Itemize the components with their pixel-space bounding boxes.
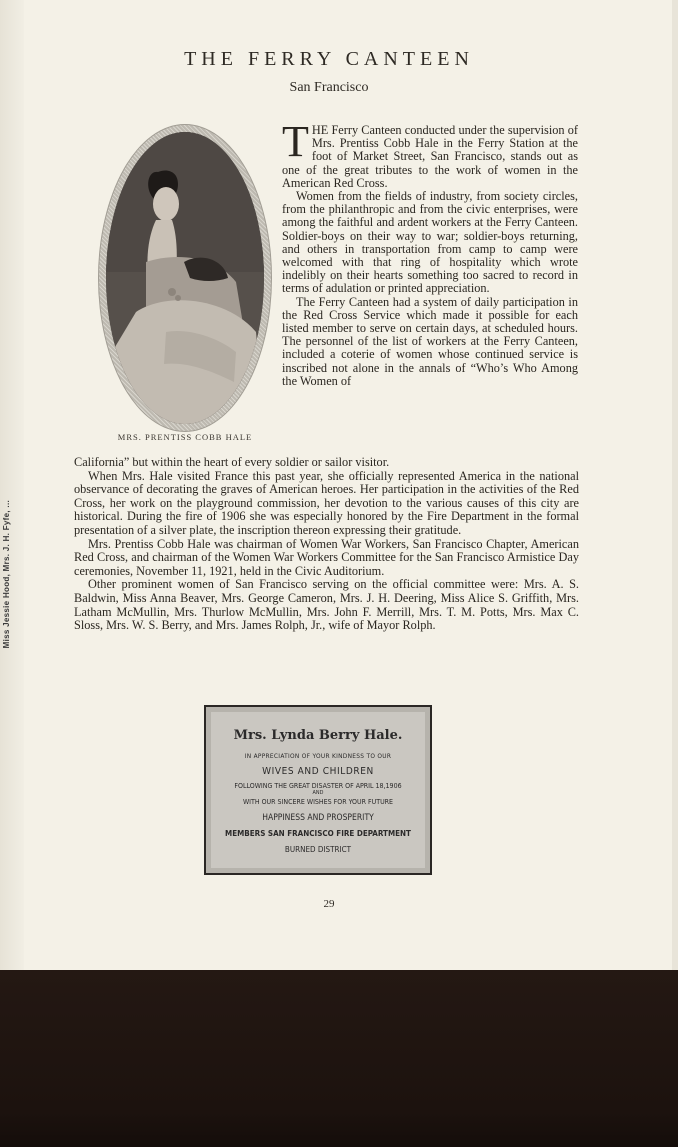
paragraph-3: The Ferry Canteen had a system of daily participation in the Red Cross Service which made it possible for each listed member to serve on certain days, at scheduled hours. The personnel of the list of workers at the Ferry Canteen, included a coterie of women whose continued service is inscribed not alone in the annals of “Who’s Who Among the Women of [282, 294, 578, 388]
portrait-frame [98, 124, 272, 432]
silver-plate-image [204, 705, 432, 875]
plate-line-2: WIVES AND CHILDREN [262, 766, 374, 777]
article-column-wide [74, 456, 579, 633]
portrait-photo [106, 132, 264, 424]
paragraph-5: Mrs. Prentiss Cobb Hale was chairman of Women War Workers, San Francisco Chapter, American Red Cross, and chairman of the Women War Workers Committee for the San Francisco Armistice Day ceremonies, November 11, 1921, held in the Civic Auditorium. [74, 536, 579, 578]
plate-name: Mrs. Lynda Berry Hale. [233, 728, 403, 743]
paragraph-1: THE Ferry Canteen conducted under the supervision of Mrs. Prentiss Cobb Hale in the Ferry Station at the foot of Market Street, San Francisco, stands out as one of the great tributes to the work of women in the American Red Cross. [282, 117, 578, 190]
article-column-right [282, 117, 578, 388]
plate-line-1: IN APPRECIATION OF YOUR KINDNESS TO OUR [244, 752, 392, 760]
plate-inscription [211, 712, 425, 868]
scan-background [0, 970, 678, 1147]
book-page [24, 0, 678, 970]
page-title: THE FERRY CANTEEN [184, 48, 474, 70]
page-number: 29 [323, 898, 335, 910]
drop-cap: T [282, 117, 309, 166]
handwritten-side-note: Miss Jessie Hood, Mrs. J. H. Fyfe, ... [2, 500, 11, 649]
paragraph-2: Women from the fields of industry, from society circles, from the philanthropic and from the civic enterprises, were among the faithful and ardent workers at the Ferry Canteen. Soldier-boys on their way to war; soldier-boys returning, and others in transportation from camp to camp were welcomed with that ring of hospitality which wrote indelibly on their hearts something too sacred to record in terms of adulation or printed appreciation. [282, 189, 578, 296]
plate-line-4: AND [312, 790, 324, 796]
portrait-illustration [106, 132, 264, 424]
plate-line-6: HAPPINESS AND PROSPERITY [262, 813, 374, 823]
portrait-caption: MRS. PRENTISS COBB HALE [117, 432, 253, 442]
paragraph-3-continued: California” but within the heart of every soldier or sailor visitor. [74, 455, 390, 469]
plate-line-5: WITH OUR SINCERE WISHES FOR YOUR FUTURE [242, 798, 394, 806]
plate-line-8: BURNED DISTRICT [284, 845, 352, 854]
page-subtitle: San Francisco [289, 80, 369, 95]
paragraph-6: Other prominent women of San Francisco serving on the official committee were: Mrs. A. S. Baldwin, Miss Anna Beaver, Mrs. George Cameron, Mrs. J. H. Deering, Miss Alice S. Griffith, Mrs. Latham McMullin, Mrs. Thurlow McMullin, Mrs. John F. Merrill, Mrs. T. M. Potts, Mrs. Max C. Sloss, Mrs. W. S. Berry, and Mrs. James Rolph, Jr., wife of Mayor Rolph. [74, 577, 579, 633]
page-gutter [0, 0, 24, 970]
paragraph-4: When Mrs. Hale visited France this past year, she officially represented America in the national observance of decorating the graves of American heroes. Her participation in the activities of the Red Cross, her work on the playground commission, her devotion to the various causes of this city are historical. During the fire of 1906 she was especially honored by the Fire Department in the formal presentation of a silver plate, the inscription thereon expressing their gratitude. [74, 468, 579, 537]
page-edge [672, 0, 678, 970]
plate-line-7: MEMBERS SAN FRANCISCO FIRE DEPARTMENT [225, 829, 411, 838]
plate-line-3: FOLLOWING THE GREAT DISASTER OF APRIL 18,1906 [234, 782, 402, 790]
